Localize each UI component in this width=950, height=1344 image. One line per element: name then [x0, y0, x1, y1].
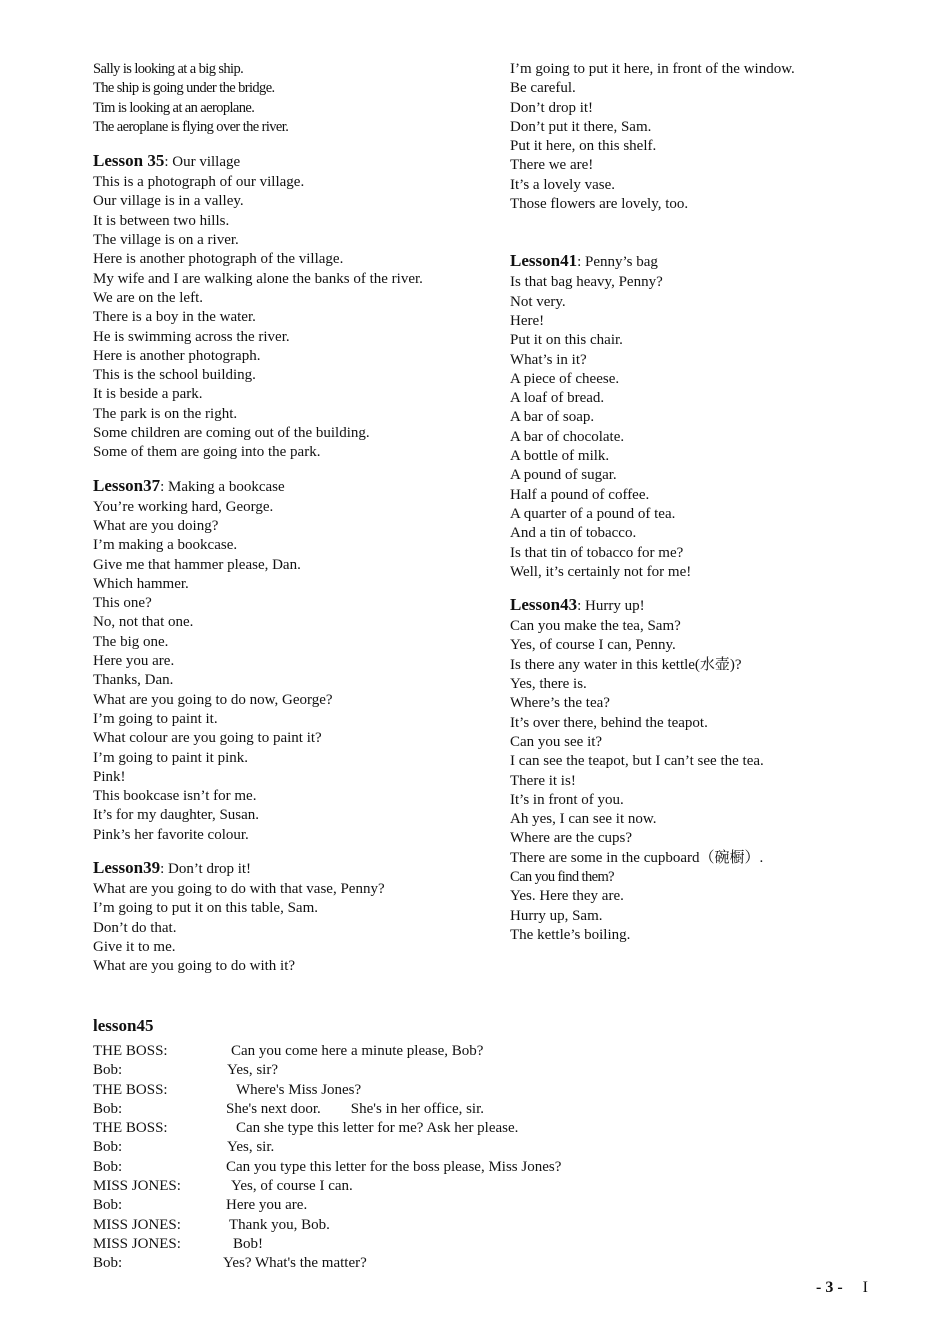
lesson-heading: [93, 475, 498, 498]
dialogue-row: [93, 1119, 913, 1138]
text-line: Some of them are going into the park.: [93, 444, 321, 461]
text-line: He is swimming across the river.: [93, 328, 290, 345]
text-line: Don’t drop it!: [510, 99, 594, 116]
text-line: We are on the left.: [93, 289, 203, 306]
dialogue-row: [93, 1100, 913, 1119]
speaker: MISS JONES:: [93, 1235, 181, 1252]
lesson-title: : Penny’s bag: [577, 254, 658, 271]
text-line: This is the school building.: [93, 367, 256, 384]
text-line: I’m going to paint it pink.: [93, 749, 248, 766]
dialogue-row: [93, 1042, 913, 1061]
lesson-number: Lesson37: [93, 475, 161, 495]
page-mark: I: [862, 1279, 868, 1296]
text-line: It is between two hills.: [93, 212, 230, 229]
text-line: A bottle of milk.: [510, 448, 610, 465]
text-line: What are you doing?: [93, 517, 219, 534]
text-line: Put it here, on this shelf.: [510, 138, 657, 155]
text-line: Hurry up, Sam.: [510, 907, 603, 924]
dialogue-text: Thank you, Bob.: [229, 1216, 330, 1233]
text-line: This one?: [93, 595, 152, 612]
lesson-number: Lesson41: [510, 251, 578, 271]
text-line: Is that tin of tobacco for me?: [510, 544, 684, 561]
text-line: I’m going to put it here, in front of the window.: [510, 61, 795, 77]
dialogue-text: Where's Miss Jones?: [236, 1081, 362, 1098]
dialogue-text: Yes, of course I can.: [231, 1178, 353, 1195]
text-line: Yes, there is.: [510, 676, 587, 693]
text-line: And a tin of tobacco.: [510, 525, 637, 542]
page-number: - 3 -: [816, 1279, 843, 1296]
text-line: Some children are coming out of the building.: [93, 425, 370, 442]
text-line: A quarter of a pound of tea.: [510, 505, 676, 522]
lesson-number: Lesson 35: [93, 151, 165, 171]
text-line: Pink’s her favorite colour.: [93, 826, 249, 843]
text-line: Well, it’s certainly not for me!: [510, 563, 692, 580]
lesson-title: : Making a bookcase: [160, 478, 285, 495]
text-line: What are you going to do now, George?: [93, 691, 333, 708]
text-line: What are you going to do with that vase, Penny?: [93, 880, 385, 897]
text-line: Is there any water in this kettle(水壶)?: [510, 656, 742, 673]
dialogue-row: [93, 1216, 913, 1235]
text-line: What are you going to do with it?: [93, 958, 296, 975]
dialogue-row: [93, 1158, 913, 1177]
text-line: This is a photograph of our village.: [93, 174, 305, 191]
text-line: There are some in the cupboard（碗橱）.: [510, 849, 764, 866]
lesson-37: [93, 475, 498, 845]
lesson-heading: lesson45: [93, 1016, 154, 1035]
lesson-heading: [93, 857, 498, 880]
text-line: Those flowers are lovely, too.: [510, 196, 689, 213]
lesson-35: [93, 150, 498, 462]
speaker: MISS JONES:: [93, 1178, 181, 1195]
lesson-43: [510, 594, 910, 945]
lesson-number: Lesson43: [510, 595, 578, 615]
dialogue-row: [93, 1235, 913, 1254]
dialogue-row: [93, 1177, 913, 1196]
left-column: [93, 60, 498, 976]
speaker: Bob:: [93, 1062, 123, 1079]
text-line: You’re working hard, George.: [93, 498, 274, 515]
text-line: Here is another photograph of the village.: [93, 251, 344, 268]
text-line: Can you see it?: [510, 733, 603, 750]
text-line: Here is another photograph.: [93, 347, 261, 364]
text-line: A pound of sugar.: [510, 467, 617, 484]
speaker: THE BOSS:: [93, 1120, 168, 1137]
text-line: A bar of chocolate.: [510, 428, 625, 445]
text-line: No, not that one.: [93, 614, 194, 631]
text-line: Yes, of course I can, Penny.: [510, 637, 676, 654]
lesson-heading: [93, 150, 498, 173]
text-line: It’s in front of you.: [510, 791, 624, 808]
text-line: The aeroplane is flying over the river.: [93, 118, 289, 135]
right-column: [510, 60, 910, 945]
page-footer: [816, 1279, 868, 1297]
text-line: What colour are you going to paint it?: [93, 730, 322, 747]
dialogue-row: [93, 1254, 913, 1273]
dialogue-row: [93, 1138, 913, 1157]
text-line: I’m making a bookcase.: [93, 537, 238, 554]
lesson-title: : Don’t drop it!: [160, 860, 252, 877]
dialogue-row: [93, 1196, 913, 1215]
text-line: Tim is looking at an aeroplane.: [93, 99, 255, 116]
speaker: Bob:: [93, 1139, 123, 1156]
text-line: I’m going to put it on this table, Sam.: [93, 900, 318, 917]
text-line: Not very.: [510, 293, 566, 310]
text-line: Can you make the tea, Sam?: [510, 618, 681, 635]
text-line: It is beside a park.: [93, 386, 203, 403]
dialogue-text: Bob!: [233, 1235, 263, 1252]
text-line: Which hammer.: [93, 575, 189, 592]
lesson-41: [510, 250, 910, 582]
speaker: Bob:: [93, 1158, 123, 1175]
text-line: The kettle’s boiling.: [510, 926, 631, 943]
text-line: I’m going to paint it.: [93, 710, 218, 727]
dialogue-text: Here you are.: [226, 1197, 308, 1214]
text-line: Our village is in a valley.: [93, 193, 244, 210]
text-line: This bookcase isn’t for me.: [93, 788, 257, 805]
dialogue-text: Can you type this letter for the boss please, Miss Jones?: [226, 1158, 562, 1175]
text-line: It’s a lovely vase.: [510, 176, 615, 193]
text-line: It’s for my daughter, Susan.: [93, 807, 260, 824]
dialogue-row: [93, 1061, 913, 1080]
lesson-number: Lesson39: [93, 857, 161, 877]
text-line: Don’t do that.: [93, 919, 177, 936]
dialogue-row: [93, 1081, 913, 1100]
text-line: What’s in it?: [510, 351, 587, 368]
text-line: Ah yes, I can see it now.: [510, 811, 657, 828]
speaker: Bob:: [93, 1100, 123, 1117]
dialogue-text: Yes, sir?: [227, 1062, 278, 1079]
text-line: The big one.: [93, 633, 169, 650]
text-line: The ship is going under the bridge.: [93, 80, 275, 97]
text-line: Is that bag heavy, Penny?: [510, 274, 663, 291]
text-line: A bar of soap.: [510, 409, 595, 426]
text-line: Where are the cups?: [510, 830, 633, 847]
text-line: Can you find them?: [510, 868, 614, 885]
lesson-heading: [510, 250, 910, 273]
lesson-39-continued: [510, 60, 910, 214]
text-line: I can see the teapot, but I can’t see the tea.: [510, 753, 764, 770]
text-line: Give me that hammer please, Dan.: [93, 556, 301, 573]
text-line: A piece of cheese.: [510, 370, 620, 387]
speaker: THE BOSS:: [93, 1043, 168, 1059]
lesson-39: [93, 857, 498, 976]
dialogue-text: She's next door. She's in her office, sir.: [226, 1100, 485, 1117]
speaker: Bob:: [93, 1197, 123, 1214]
speaker: MISS JONES:: [93, 1216, 181, 1233]
text-line: Where’s the tea?: [510, 695, 610, 712]
text-line: A loaf of bread.: [510, 390, 605, 407]
text-line: Here!: [510, 312, 545, 329]
text-line: There is a boy in the water.: [93, 309, 256, 326]
lesson-title: : Hurry up!: [577, 598, 645, 615]
lesson-heading: [510, 594, 910, 617]
text-line: Put it on this chair.: [510, 332, 623, 349]
text-line: Half a pound of coffee.: [510, 486, 650, 503]
text-line: Here you are.: [93, 653, 175, 670]
dialogue-text: Can you come here a minute please, Bob?: [231, 1043, 484, 1059]
dialogue-text: Yes? What's the matter?: [223, 1255, 367, 1272]
lesson-title: : Our village: [164, 154, 241, 171]
text-line: Don’t put it there, Sam.: [510, 118, 652, 135]
dialogue-text: Can she type this letter for me? Ask her please.: [236, 1120, 519, 1137]
speaker: THE BOSS:: [93, 1081, 168, 1098]
intro-block: [93, 60, 498, 137]
text-line: Be careful.: [510, 80, 576, 97]
dialogue-text: Yes, sir.: [227, 1139, 275, 1156]
text-line: Give it to me.: [93, 938, 176, 955]
text-line: Yes. Here they are.: [510, 888, 624, 905]
text-line: It’s over there, behind the teapot.: [510, 714, 708, 731]
text-line: My wife and I are walking alone the banks of the river.: [93, 270, 423, 287]
text-line: There it is!: [510, 772, 576, 789]
text-line: The park is on the right.: [93, 405, 238, 422]
text-line: Sally is looking at a big ship.: [93, 61, 244, 77]
text-line: Pink!: [93, 768, 126, 785]
text-line: The village is on a river.: [93, 232, 239, 249]
lesson-45: [93, 1016, 913, 1274]
text-line: There we are!: [510, 157, 594, 174]
text-line: Thanks, Dan.: [93, 672, 174, 689]
speaker: Bob:: [93, 1255, 123, 1272]
